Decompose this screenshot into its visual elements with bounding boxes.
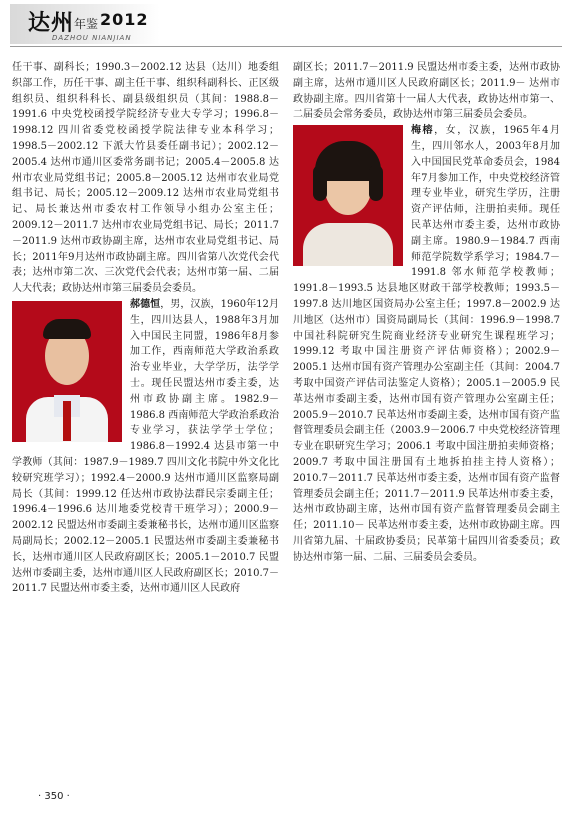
yearbook-logo xyxy=(10,4,160,44)
header-divider xyxy=(10,46,562,47)
portrait-photo-hao-deheng xyxy=(12,301,122,442)
page-header xyxy=(0,0,570,48)
person-name-mei-rong: 梅榕 xyxy=(411,125,435,137)
person-name-hao-deheng: 郝德恒 xyxy=(130,298,161,310)
page-number: · 350 · xyxy=(38,791,70,802)
logo-subtitle: DAZHOU NIANJIAN xyxy=(52,34,132,42)
left-column xyxy=(12,60,279,597)
biography-text: 副区长；2011.7－2011.9 民盟达州市委主委，达州市政协副主席，达州市通川区人民政府副区长；2011.9－ 达州市政协副主席。四川省第十一届人大代表，政协达州市第一、二届委员会常务委员，政协达州市第三届委员会委员。 xyxy=(293,62,560,121)
logo-city-name: 达州 xyxy=(28,11,75,36)
biography-text: 任干事、副科长；1990.3－2002.12 达县（达川）地委组织部工作，历任干事、副主任干事、组织科副科长、正区级组织员、组织科科长、副县级组织员（其间：1988.8－1991.6 中央党校函授学院经济专业大专学习；1996.8－1998.12 四川省委党校函授学院法律专业本科学习；1998.5－2002.12 下派大竹县委任副书记）；2002.12－2005.4 达州市通川区委常务副书记；2005.4－2005.8 达州市农业局党组书记；2005.8－2005.12 达州市农业局党组书记、局长；2005.12－2009.12 达州市农业局党组书记、局长兼达州市委农村工作领导小组办公室主任；2009.12－2011.7 达州市农业局党组书记、局长；2011.7－2011.9 达州市政协副主席，达州市农业局党组书记、局长；2011年9月达州市政协副主席。四川省第八次党代会代表；达州市第二次、三次党代会代表；达州市第一届、二届人大代表；政协达州市第三届委员会委员。 xyxy=(12,62,279,295)
biography-text: ，男，汉族，1960年12月生，四川达县人，1988年3月加入中国民主同盟，1986年8月参加工作，西南师范大学政治系政治专业毕业，大学学历，法学学士。现任民盟达州市委主委，达州市政协副主席。1982.9－1986.8 西南师范大学政治系政治专业学习，获法学学士学位；1986.8－1992.4 达县市第一中学教师（其间：1987.9－1989.7 四川文化书院中外文化比较研究班学习）；1992.4－2000.9 达州市通川区监察局副局长（其间：1999.12 任达州市政协法群民宗委副主任；1996.4－1996.6 达川地委党校青干班学习）；2000.9－2002.12 民盟达州市委副主委兼秘书长，达州市通川区监察局副局长；2002.12－2005.1 民盟达州市委副主委兼秘书长，达州市通川区人民政府副区长；2005.1－2010.7 民盟达州市委副主委，达州市通川区人民政府副区长；2010.7－2011.7 民盟达州市委主委，达州市通川区人民政府 xyxy=(12,298,279,595)
biography-text: ，女，汉族，1965年4月生，四川邻水人，2003年8月加入中国国民党革命委员会，1984年7月参加工作，中央党校经济管理专业毕业，研究生学历，注册资产评估师，注册拍卖师。现任民革达州市委主委，达州市政协副主席。1980.9－1984.7 西南师范学院数学系学习；1984.7－1991.8 邻水师范学校教师；1991.8－1993.5 达县地区财政干部学校教师；1993.5－1997.8 达川地区国资局办公室主任；1997.8－2002.9 达川地区（达州市）国资局副局长（其间：1996.9－1998.7 中国社科院研究生院商业经济专业研究生课程班学习；1999.12 考取中国注册资产评估师资格）；2002.9－2005.1 达州市国有资产管理办公室副主任（其间：2004.7 考取中国资产评估司法鉴定人资格）；2005.1－2005.9 民革达州市委副主委，达州市国有资产管理办公室副主任；2005.9－2010.7 民革达州市委副主委，达州市国有资产监督管理委员会副主任（2003.9－2006.7 中央党校经济管理专业在职研究生学习；2006.1 考取中国注册拍卖师资格；2009.7 考取中国注册国有土地拆拍挂主持人资格）；2010.7－2011.7 民革达州市委主委，达州市国有资产监督管理委员会副主任；2011.7－2011.9 民革达州市委主委，达州市政协副主席，达州市国有资产监督管理委员会副主任；2011.10－ 民革达州市委主委，达州市政协副主席。四川省第九届、十届政协委员；民革第十届四川省委委员；政协达州市第一届、二届、三届委员会委员。 xyxy=(293,125,560,563)
portrait-photo-mei-rong xyxy=(293,125,403,266)
logo-yearbook-word: 年鉴 xyxy=(74,17,99,31)
logo-year: 2012 xyxy=(100,10,149,29)
right-column xyxy=(293,60,560,566)
